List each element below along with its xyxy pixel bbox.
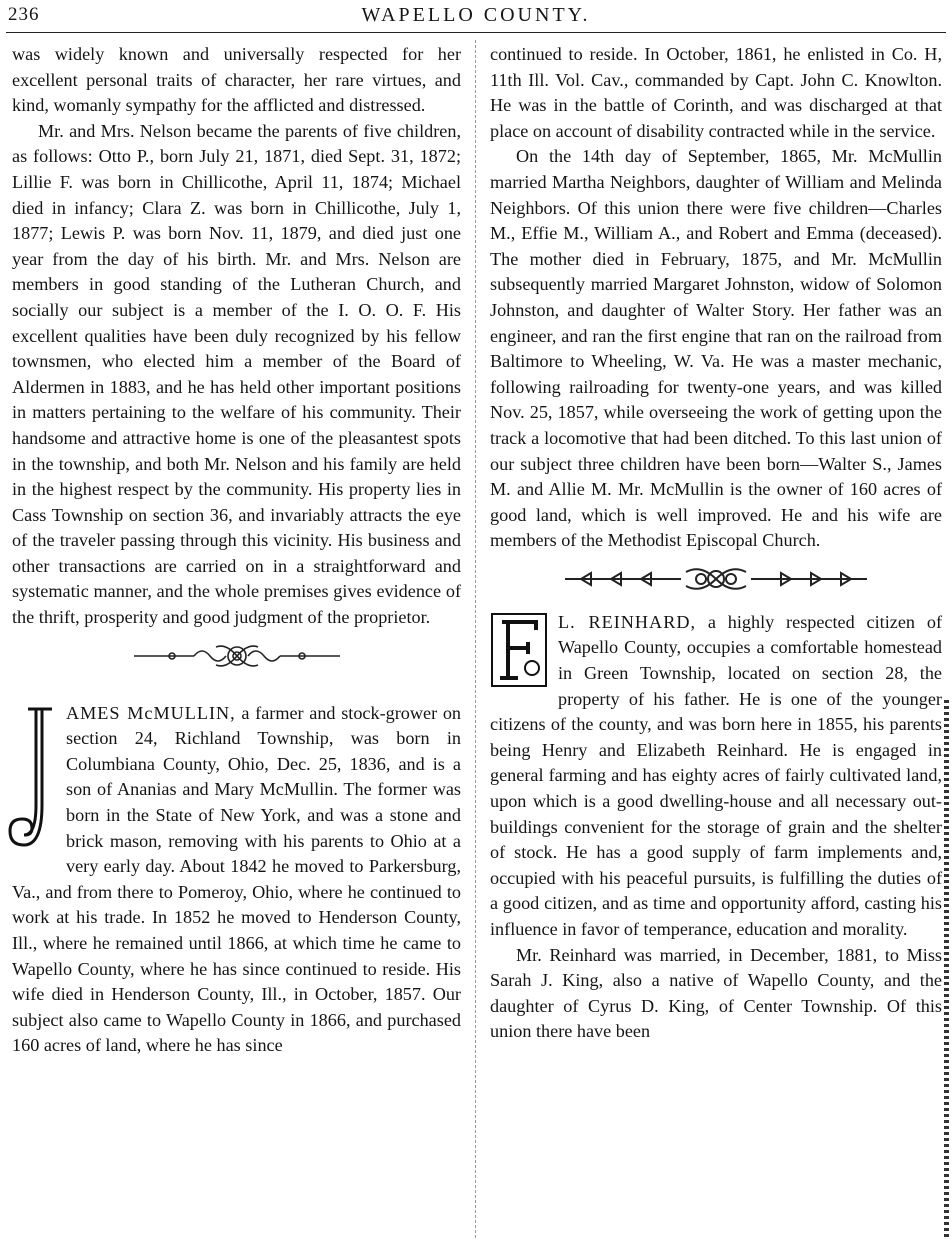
reinhard-name: L. REINHARD, [558, 611, 696, 632]
reinhard-marriage-paragraph: Mr. Reinhard was married, in December, 1881, to Miss Sarah J. King, also a native of Wapello County, and the daughter of Cyrus D. King, of Center Township. Of this union there have been [490, 944, 942, 1042]
mcmullin-biography [12, 701, 461, 1059]
reinhard-text: a highly respected citizen of Wapello County, occupies a comfortable homestead in Green Township, located on section 28, the property of his father. He is one of the younger citizens of the county, and was born here in 1855, his parents being Henry and Elizabeth Reinhard. He is engaged in general farming and has eighty acres of fairly cultivated land, upon which is a good dwelling-house and all necessary out-buildings convenient for the storage of grain and the shelter of stock. He has a good supply of farm implements and, occupied with his peaceful pursuits, is fulfilling the duties of a good citizen, and as time and opportunity afford, casting his influence in favor of temperance, education and morality. [490, 611, 943, 939]
mcmullin-paragraph-continued: continued to reside. In October, 1861, he enlisted in Co. H, 11th Ill. Vol. Cav., commanded by Capt. John C. Knowlton. He was in the battle of Corinth, and was discharged at that place on account of disability contracted while in the service. [490, 44, 942, 141]
page-number: 236 [8, 4, 40, 25]
nelson-paragraph-continued: was widely known and universally respected for her excellent personal traits of character, her rare virtues, and kind, womanly sympathy for the afflicted and distressed. [12, 44, 461, 116]
dropcap-f-boxed [490, 612, 548, 688]
running-title: WAPELLO COUNTY. [361, 4, 591, 26]
left-column [12, 42, 461, 1059]
column-divider [475, 40, 476, 1238]
nelson-children-paragraph: Mr. and Mrs. Nelson became the parents of five children, as follows: Otto P., born July 21, 1871, died Sept. 31, 1872; Lillie F. was born in Chillicothe, April 11, 1874; Michael died in infancy; Clara Z. was born in Chillicothe, July 1, 1877; Lewis P. was born Nov. 11, 1879, and died just one year from the day of his birth. Mr. and Mrs. Nelson are members in good standing of the Lutheran Church, and socially our subject is a member of the I. O. O. F. His excellent qualities have been duly recognized by his fellow townsmen, who elected him a member of the Board of Aldermen in 1883, and he has held other important positions in matters pertaining to the welfare of his community. Their handsome and attractive home is one of the pleasantest spots in the township, and both Mr. Nelson and his family are held in the highest respect by the community. His property lies in Cass Township on section 36, and invariably attracts the eye of the traveler passing through this vicinity. His business and other transactions are carried on in a straightforward and systematic manner, and the whole premises gives evidence of the thrift, prosperity and good judgment of the proprietor. [12, 120, 461, 628]
reinhard-biography [490, 610, 942, 943]
floral-ornament-divider [561, 564, 871, 594]
page-edge-shadow [944, 700, 949, 1240]
mcmullin-name: AMES McMULLIN, [66, 702, 236, 723]
page-header [0, 0, 952, 34]
scroll-ornament-divider [132, 641, 342, 671]
mcmullin-text: a farmer and stock-grower on section 24, Richland Township, was born in Columbiana County, Ohio, Dec. 25, 1836, and is a son of Ananias and Mary McMullin. The former was born in the State of New York, and was a stone and brick mason, removing with his parents to Ohio at a very early day. About 1842 he moved to Parkersburg, Va., and from there to Pomeroy, Ohio, where he continued to work at his trade. In 1852 he moved to Henderson County, Ill., where he remained until 1866, at which time he came to Wapello County, where he has since continued to reside. His wife died in Henderson County, Ill., in October, 1857. Our subject also came to Wapello County in 1866, and purchased 160 acres of land, where he has since [12, 702, 462, 1056]
mcmullin-marriage-paragraph: On the 14th day of September, 1865, Mr. McMullin married Martha Neighbors, daughter of William and Melinda Neighbors. Of this union there were five children—Charles M., Effie M., William A., and Robert and Emma (deceased). The mother died in February, 1875, and Mr. McMullin subsequently married Margaret Johnston, widow of Solomon Johnston, and daughter of Walter Story. Her father was an engineer, and ran the first engine that ran on the railroad from Baltimore to Wheeling, W. Va. He was a master mechanic, following railroading for twenty-one years, and was killed Nov. 25, 1857, while overseeing the work of getting upon the track a locomotive that had been ditched. To this last union of our subject three children have been born—Walter S., James M. and Allie M. Mr. McMullin is the owner of 160 acres of good land, which is well improved. He and his wife are members of the Methodist Episcopal Church. [490, 146, 942, 551]
right-column [490, 42, 942, 1045]
header-rule [6, 32, 946, 33]
dropcap-j-ornate [8, 705, 60, 855]
